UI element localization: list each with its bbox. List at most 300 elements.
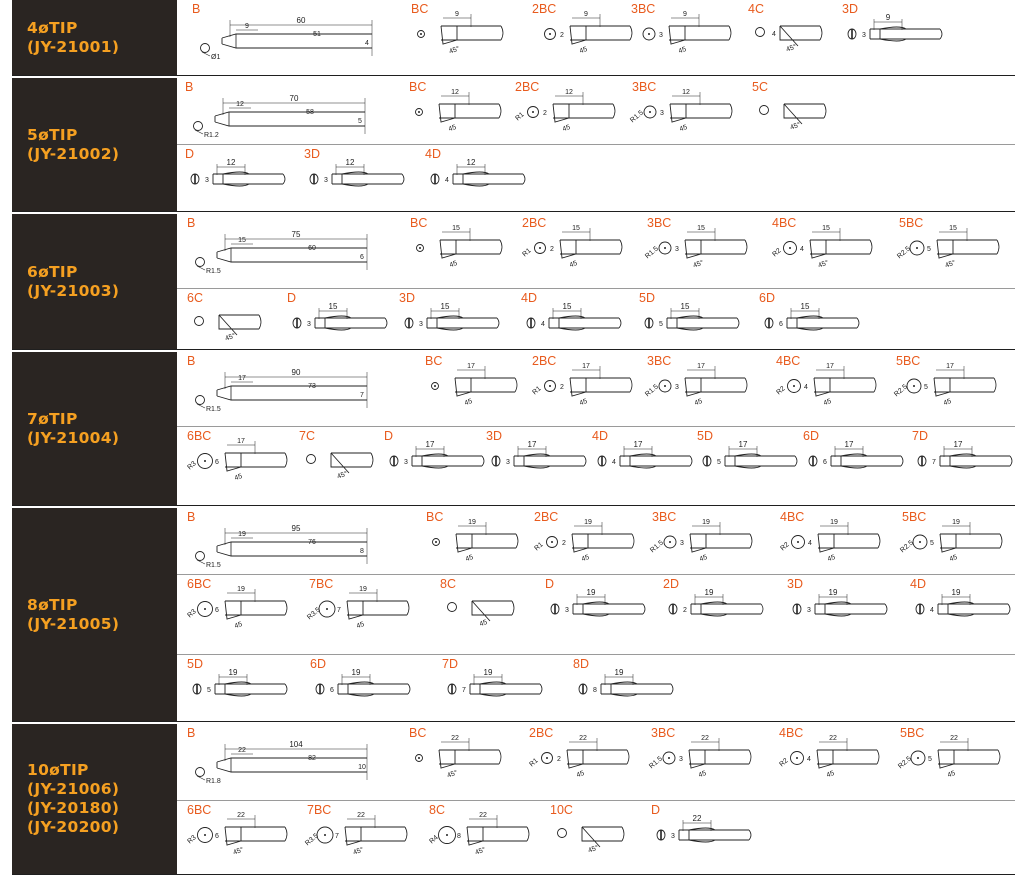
diameter-label: 8	[360, 548, 364, 555]
tip-shape-c	[752, 78, 862, 144]
d-tip-drawing	[527, 302, 621, 330]
tip-code-label: 3D	[787, 577, 803, 591]
tip-drawing	[592, 427, 702, 507]
tip-side-profile	[831, 454, 901, 468]
radius-label: R2	[771, 247, 783, 259]
d-tip-drawing	[848, 13, 942, 41]
tip-drawing	[772, 214, 882, 288]
tip-side-profile	[685, 378, 745, 396]
radius-label: R1.2	[204, 132, 219, 139]
tip-code-label: D	[185, 147, 195, 161]
tip-shape-bc	[896, 214, 1009, 288]
tip-drawing	[187, 427, 297, 507]
tip-shape-d	[304, 145, 414, 213]
length-label: 12	[466, 158, 476, 167]
d-tip-drawing	[809, 440, 903, 468]
d-tip-drawing	[916, 588, 1010, 616]
width-label: 4	[804, 384, 808, 391]
width-label: 3	[506, 459, 510, 466]
tip-center-dot	[664, 247, 666, 249]
tip-shape-c	[187, 289, 297, 351]
tip-drawing	[897, 724, 1010, 800]
tip-code-label: 2BC	[532, 354, 557, 368]
model-number: (JY-21003)	[27, 281, 120, 300]
d-tip-drawing	[765, 302, 859, 330]
tip-side-profile	[669, 26, 729, 44]
length-label: 22	[451, 735, 459, 742]
tip-break-line	[874, 378, 876, 392]
tip-code-label: 5D	[187, 657, 203, 671]
tip-drawing	[410, 214, 520, 288]
tip-body-outline	[222, 34, 372, 48]
tip-shape-b	[185, 78, 385, 144]
bc-tip-drawing	[897, 735, 1000, 779]
angle-label: 45	[942, 397, 953, 408]
b-tip-drawing	[194, 94, 366, 139]
radius-label: R1.5	[629, 109, 645, 125]
radius-label: R1	[533, 541, 545, 553]
length-label: 19	[237, 586, 245, 593]
tip-code-label: 2BC	[515, 80, 540, 94]
tip-break-line	[501, 26, 503, 40]
tip-break-line	[750, 534, 752, 548]
tip-shape-d	[521, 289, 631, 351]
tip-drawing	[521, 289, 631, 351]
body-length-label: 60	[308, 245, 316, 252]
tip-center-dot	[916, 247, 918, 249]
radius-label: Ø1	[211, 54, 221, 61]
tip-code-label: D	[651, 803, 661, 817]
length-label: 22	[701, 735, 709, 742]
tip-break-line	[795, 456, 797, 466]
tip-shape-d	[759, 289, 869, 351]
angle-label: 45	[580, 553, 591, 564]
c-tip-drawing	[307, 453, 374, 481]
tip-code-label: 2D	[663, 577, 679, 591]
tip-side-profile	[937, 240, 997, 258]
tip-series-section	[12, 508, 1015, 722]
length-label: 15	[697, 225, 705, 232]
tip-break-line	[820, 26, 822, 40]
width-label: 2	[550, 246, 554, 253]
tip-drawing	[515, 78, 625, 144]
tip-code-label: BC	[426, 510, 444, 524]
length-label: 19	[468, 519, 476, 526]
tip-side-profile	[691, 602, 761, 616]
tip-side-profile	[572, 534, 632, 552]
tip-side-profile	[332, 172, 402, 186]
c-tip-drawing	[195, 315, 262, 343]
diameter-label: 7	[360, 392, 364, 399]
tip-side-profile	[685, 240, 745, 258]
angle-label: 45	[677, 45, 688, 56]
tip-side-profile	[439, 104, 499, 122]
tip-break-line	[285, 827, 287, 841]
tip-side-profile	[670, 104, 730, 122]
width-label: 5	[717, 459, 721, 466]
bc-tip-drawing	[779, 519, 880, 563]
radius-label: R1	[531, 385, 543, 397]
tip-shape-bc	[532, 0, 642, 76]
length-label: 22	[950, 735, 958, 742]
tip-side-profile	[455, 378, 515, 396]
radius-label: R1.5	[644, 245, 660, 261]
total-length-label: 95	[291, 524, 301, 533]
bc-tip-drawing	[644, 225, 747, 270]
tip-side-profile	[453, 172, 523, 186]
tip-drawing	[187, 655, 297, 723]
bc-tip-drawing	[531, 363, 632, 407]
tip-center-dot	[204, 460, 206, 462]
radius-label: R1.5	[644, 383, 660, 399]
tip-side-profile	[347, 601, 407, 619]
tip-break-line	[690, 456, 692, 466]
tip-drawing	[522, 214, 632, 288]
model-number: (JY-21005)	[27, 614, 120, 633]
tip-break-line	[878, 534, 880, 548]
tip-side-profile	[818, 534, 878, 552]
tip-row	[177, 574, 1015, 654]
width-label: 7	[462, 687, 466, 694]
tip-side-profile	[345, 827, 405, 845]
series-label	[12, 724, 177, 874]
radius-label: R4	[428, 834, 440, 846]
length-label: 19	[614, 668, 624, 677]
bc-tip-drawing	[521, 225, 622, 269]
tip-row	[177, 214, 1015, 288]
tip-side-profile	[215, 682, 285, 696]
width-label: 3	[659, 32, 663, 39]
tip-break-line	[516, 534, 518, 548]
tip-shape-bc	[410, 214, 520, 288]
tip-shape-bc	[899, 508, 1012, 574]
tip-break-line	[761, 604, 763, 614]
tip-drawing	[529, 724, 639, 800]
radius-label: R1.5	[648, 755, 664, 771]
tip-drawing	[649, 508, 762, 574]
tip-row	[177, 78, 1015, 144]
tip-center-dot	[326, 608, 328, 610]
tip-series-section	[12, 214, 1015, 350]
angle-label: 45°	[587, 844, 600, 855]
tip-end-circle	[196, 552, 205, 561]
bc-tip-drawing	[775, 363, 876, 407]
c-tip-drawing	[760, 104, 827, 132]
step-length-label: 15	[238, 237, 246, 244]
tip-shape-bc	[429, 801, 539, 876]
tip-break-line	[998, 750, 1000, 764]
tip-shape-d	[425, 145, 535, 213]
tip-code-label: BC	[410, 216, 428, 230]
tip-break-line	[371, 453, 373, 467]
width-label: 7	[335, 833, 339, 840]
tip-code-label: 10C	[550, 803, 573, 817]
tip-drawing	[651, 801, 761, 876]
series-label	[12, 352, 177, 505]
tip-code-label: BC	[409, 726, 427, 740]
tip-side-profile	[570, 378, 630, 396]
tip-side-profile	[225, 601, 285, 619]
tip-code-label: BC	[409, 80, 427, 94]
width-label: 4	[612, 459, 616, 466]
tip-code-label: 4D	[425, 147, 441, 161]
tip-drawing	[185, 78, 385, 144]
diameter-label: 4	[365, 40, 369, 47]
tip-side-profile	[549, 316, 619, 330]
tip-side-profile	[940, 534, 1000, 552]
tip-center-dot	[796, 757, 798, 759]
tip-drawing	[426, 508, 536, 574]
tip-side-profile	[940, 454, 1010, 468]
tip-shape-b	[187, 508, 387, 574]
tip-code-label: 8C	[429, 803, 445, 817]
tip-drawing	[486, 427, 596, 507]
angle-label: 45°	[448, 45, 461, 56]
bc-tip-drawing	[186, 812, 287, 857]
tip-drawing	[187, 724, 387, 800]
series-label	[12, 0, 177, 75]
width-label: 2	[683, 607, 687, 614]
tip-drawing	[532, 352, 642, 426]
tip-shape-d	[442, 655, 552, 723]
tip-center-dot	[204, 834, 206, 836]
tip-drawing	[752, 78, 862, 144]
width-label: 3	[404, 459, 408, 466]
tip-break-line	[749, 830, 751, 840]
bc-tip-drawing	[416, 735, 502, 780]
angle-label: 45	[233, 472, 244, 483]
tip-break-line	[515, 378, 517, 392]
model-number: (JY-21002)	[27, 144, 120, 163]
tip-break-line	[285, 601, 287, 615]
tip-center-dot	[549, 33, 551, 35]
tip-shape-d	[651, 801, 761, 876]
angle-label: 45	[822, 397, 833, 408]
tip-side-profile	[412, 454, 482, 468]
d-tip-drawing	[405, 302, 499, 330]
tip-shape-b	[187, 724, 387, 800]
model-number: (JY-20180)	[27, 799, 120, 817]
tip-side-profile	[467, 827, 527, 845]
angle-label: 45°	[789, 121, 802, 132]
tip-code-label: 6D	[310, 657, 326, 671]
length-label: 22	[237, 812, 245, 819]
tip-shape-d	[663, 575, 773, 655]
tip-code-label: 4BC	[772, 216, 797, 230]
angle-label: 45°	[446, 769, 459, 780]
tip-side-profile	[817, 750, 877, 768]
tip-center-dot	[549, 385, 551, 387]
bc-tip-drawing	[893, 363, 996, 407]
width-label: 2	[560, 384, 564, 391]
tip-body-outline	[217, 542, 367, 556]
tip-break-line	[499, 750, 501, 764]
tip-side-profile	[225, 453, 285, 471]
tip-shape-d	[287, 289, 397, 351]
tip-break-line	[285, 453, 287, 467]
tip-code-label: 5BC	[899, 216, 924, 230]
tip-break-line	[619, 318, 621, 328]
width-label: 6	[215, 607, 219, 614]
tip-shape-d	[697, 427, 807, 507]
tip-shape-d	[573, 655, 683, 723]
tip-code-label: 5BC	[900, 726, 925, 740]
tip-code-label: 3BC	[632, 80, 657, 94]
d-tip-drawing	[703, 440, 797, 468]
tip-code-label: 5BC	[902, 510, 927, 524]
angle-label: 45	[448, 259, 459, 270]
width-label: 3	[679, 756, 683, 763]
tip-side-profile	[870, 27, 940, 41]
tip-code-label: 5BC	[896, 354, 921, 368]
radius-label: R2.5	[893, 383, 909, 399]
tip-series-section	[12, 352, 1015, 506]
tip-shape-b	[192, 0, 392, 76]
length-label: 17	[633, 440, 643, 449]
body-length-label: 73	[308, 383, 316, 390]
length-label: 17	[425, 440, 435, 449]
length-label: 19	[359, 586, 367, 593]
tip-drawing	[759, 289, 869, 351]
radius-label: R3	[186, 608, 198, 620]
tip-drawing	[304, 145, 414, 213]
angle-label: 45	[693, 397, 704, 408]
tip-shape-bc	[631, 0, 741, 76]
tip-code-label: 3D	[486, 429, 502, 443]
tip-break-line	[627, 750, 629, 764]
b-tip-drawing	[196, 230, 368, 275]
width-label: 3	[675, 246, 679, 253]
angle-label: 45	[826, 553, 837, 564]
tip-side-profile	[570, 26, 630, 44]
angle-label: 45°	[692, 259, 705, 270]
length-label: 12	[226, 158, 236, 167]
angle-label: 45°	[232, 846, 245, 857]
width-label: 4	[808, 540, 812, 547]
tip-shape-bc	[425, 352, 535, 426]
bc-tip-drawing	[649, 519, 752, 563]
length-label: 19	[704, 588, 714, 597]
tip-shape-c	[440, 575, 550, 655]
tip-break-line	[643, 604, 645, 614]
tip-break-line	[729, 26, 731, 40]
tip-side-profile	[560, 240, 620, 258]
tip-shape-bc	[409, 724, 519, 800]
tip-side-profile	[620, 454, 690, 468]
width-label: 5	[927, 246, 931, 253]
tip-end-circle	[201, 44, 210, 53]
tip-break-line	[997, 240, 999, 254]
tip-break-line	[730, 104, 732, 118]
tip-code-label: 8D	[573, 657, 589, 671]
angle-label: 45	[697, 769, 708, 780]
tip-drawing	[697, 427, 807, 507]
tip-shape-bc	[426, 508, 536, 574]
tip-drawing	[310, 655, 420, 723]
length-label: 15	[440, 302, 450, 311]
length-label: 19	[828, 588, 838, 597]
length-label: 17	[582, 363, 590, 370]
length-label: 15	[800, 302, 810, 311]
tip-shape-bc	[629, 78, 742, 144]
tip-side-profile	[567, 750, 627, 768]
tip-side-profile	[470, 682, 540, 696]
bc-tip-drawing	[417, 225, 503, 269]
tip-drawing	[192, 0, 392, 76]
tip-shape-d	[545, 575, 655, 655]
tip-code-label: B	[187, 354, 196, 368]
tip-drawing	[409, 78, 519, 144]
length-label: 19	[952, 519, 960, 526]
tip-code-label: 7BC	[309, 577, 334, 591]
tip-shape-bc	[187, 427, 297, 507]
angle-label: 45	[447, 123, 458, 134]
angle-label: 45°	[224, 332, 237, 343]
body-length-label: 82	[308, 755, 316, 762]
tip-shape-d	[384, 427, 494, 507]
tip-side-profile	[787, 316, 857, 330]
tip-shape-bc	[306, 575, 419, 655]
tip-break-line	[632, 534, 634, 548]
tip-side-profile	[514, 454, 584, 468]
tip-center-dot	[418, 111, 420, 113]
width-label: 2	[562, 540, 566, 547]
radius-label: R2	[775, 385, 787, 397]
tip-break-line	[824, 104, 826, 118]
tip-break-line	[482, 456, 484, 466]
d-tip-drawing	[492, 440, 586, 468]
tip-shape-bc	[187, 801, 297, 876]
tip-break-line	[1000, 534, 1002, 548]
tip-break-line	[630, 378, 632, 392]
tip-shape-d	[187, 655, 297, 723]
length-label: 15	[452, 225, 460, 232]
tip-drawing	[304, 801, 417, 876]
model-number: (JY-21001)	[27, 37, 120, 56]
tip-code-label: 6BC	[187, 577, 212, 591]
width-label: 3	[324, 177, 328, 184]
tip-shape-b	[187, 352, 387, 426]
tip-center-dot	[789, 247, 791, 249]
tip-end-circle	[196, 258, 205, 267]
tip-drawing	[910, 575, 1020, 655]
bc-tip-drawing	[528, 735, 629, 779]
width-label: 4	[445, 177, 449, 184]
tip-center-dot	[917, 757, 919, 759]
d-tip-drawing	[193, 668, 287, 696]
tip-break-line	[870, 240, 872, 254]
width-label: 8	[593, 687, 597, 694]
tip-code-label: 4C	[748, 2, 764, 16]
tip-shape-bc	[522, 214, 632, 288]
tip-end-circle	[756, 28, 765, 37]
tip-shape-bc	[529, 724, 639, 800]
length-label: 15	[949, 225, 957, 232]
tip-break-line	[745, 240, 747, 254]
total-length-label: 60	[296, 16, 306, 25]
tip-side-profile	[690, 534, 750, 552]
tip-break-line	[737, 318, 739, 328]
length-label: 12	[682, 89, 690, 96]
tip-code-label: 3BC	[647, 354, 672, 368]
tip-row	[177, 654, 1015, 722]
length-label: 15	[572, 225, 580, 232]
tip-end-circle	[558, 829, 567, 838]
tip-shape-d	[639, 289, 749, 351]
tip-code-label: 5D	[639, 291, 655, 305]
tip-break-line	[500, 240, 502, 254]
angle-label: 45	[355, 620, 366, 631]
